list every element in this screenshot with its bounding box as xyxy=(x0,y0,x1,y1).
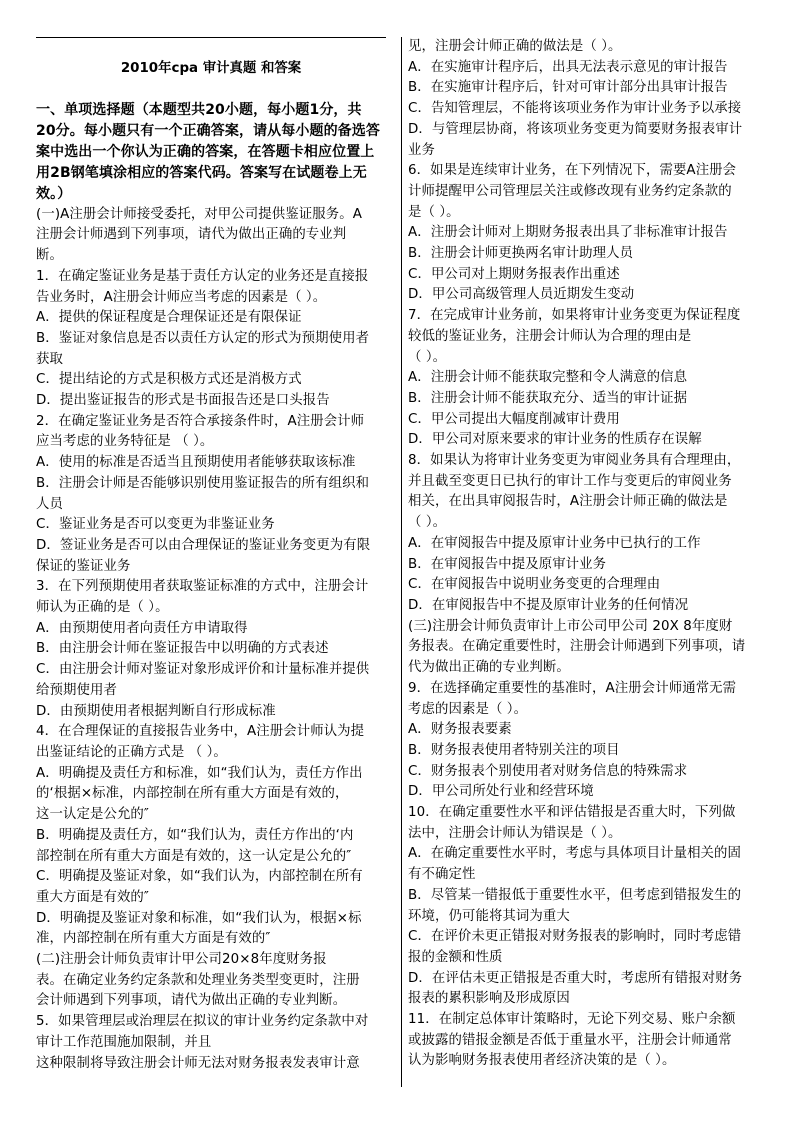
text-line: A．注册会计师不能获取完整和令人满意的信息 xyxy=(408,370,688,386)
text-line: 代为做出正确的专业判断。 xyxy=(408,660,570,676)
text-line: （ ）。 xyxy=(408,349,447,365)
text-line: 案中选出一个你认为正确的答案，在答题卡相应位置上 xyxy=(36,143,375,160)
text-line: D．提出鉴证报告的形式是书面报告还是口头报告 xyxy=(36,393,330,409)
text-line: 20分。每小题只有一个正确答案，请从每小题的备选答 xyxy=(36,122,380,139)
text-line: A．由预期使用者向责任方申请取得 xyxy=(36,620,248,636)
text-line: 的‘根据×标准，内部控制在所有重大方面是有效的， xyxy=(36,786,349,802)
text-line: C．明确提及鉴证对象，如“我们认为，内部控制在所有 xyxy=(36,869,363,885)
text-line: 准，内部控制在所有重大方面是有效的″ xyxy=(36,931,271,947)
text-line: 人员 xyxy=(36,496,63,512)
text-line: 见，注册会计师正确的做法是（ ）。 xyxy=(408,39,622,54)
text-line: 出鉴证结论的正确方式是 （ ）。 xyxy=(36,744,227,760)
column-divider xyxy=(401,37,402,1087)
right-column xyxy=(408,37,760,1072)
text-line: D．明确提及鉴证对象和标准，如“我们认为，根据×标 xyxy=(36,910,362,926)
text-line: D．在评估未更正错报是否重大时，考虑所有错报对财务 xyxy=(408,970,743,986)
text-line: 是（ ）。 xyxy=(408,204,460,220)
text-line: 较低的鉴证业务，注册会计师认为合理的理由是 xyxy=(408,328,692,344)
text-line: B．在实施审计程序后，针对可审计部分出具审计报告 xyxy=(408,80,728,96)
text-line: 9．在选择确定重要性的基准时，A注册会计师通常无需 xyxy=(408,680,737,696)
left-column-text xyxy=(36,100,386,1075)
text-line: C．在审阅报告中说明业务变更的合理理由 xyxy=(408,577,661,593)
text-line: 4．在合理保证的直接报告业务中，A注册会计师认为提 xyxy=(36,724,365,740)
text-line: 审计工作范围施加限制，并且 xyxy=(36,1034,212,1050)
text-line: 5．如果管理层或治理层在拟议的审计业务约定条款中对 xyxy=(36,1014,369,1030)
text-line: B．在审阅报告中提及原审计业务 xyxy=(408,556,607,572)
text-line: 3．在下列预期使用者获取鉴证标准的方式中，注册会计 xyxy=(36,579,369,595)
text-line: D．甲公司高级管理人员近期发生变动 xyxy=(408,287,635,303)
text-line: B．鉴证对象信息是否以责任方认定的形式为预期使用者 xyxy=(36,330,370,346)
text-line: 告业务时，A注册会计师应当考虑的因素是（ ）。 xyxy=(36,289,327,305)
left-column xyxy=(36,37,386,1074)
text-line: 认为影响财务报表使用者经济决策的是（ ）。 xyxy=(408,1053,676,1069)
text-line: D．甲公司对原来要求的审计业务的性质存在误解 xyxy=(408,432,702,448)
text-line: C．告知管理层，不能将该项业务作为审计业务予以承接 xyxy=(408,101,742,117)
text-line: 法中，注册会计师认为错误是（ ）。 xyxy=(408,825,622,841)
text-line: C．鉴证业务是否可以变更为非鉴证业务 xyxy=(36,517,275,533)
text-line: A．在审阅报告中提及原审计业务中已执行的工作 xyxy=(408,535,701,551)
text-line: A．使用的标准是否适当且预期使用者能够获取该标准 xyxy=(36,455,356,471)
text-line: 应当考虑的业务特征是 （ ）。 xyxy=(36,434,214,450)
text-line: 相关，在出具审阅报告时，A注册会计师正确的做法是 xyxy=(408,494,728,510)
text-line: 效。） xyxy=(36,185,72,202)
text-line: D．与管理层协商，将该项业务变更为简要财务报表审计 xyxy=(408,121,743,137)
text-line: 表。在确定业务约定条款和处理业务类型变更时，注册 xyxy=(36,972,360,988)
text-line: 7．在完成审计业务前，如果将审计业务变更为保证程度 xyxy=(408,308,741,324)
text-line: 用2B钢笔填涂相应的答案代码。答案写在试题卷上无 xyxy=(36,164,367,181)
text-line: 环境，仍可能将其词为重大 xyxy=(408,908,570,924)
text-line: D．在审阅报告中不提及原审计业务的任何情况 xyxy=(408,597,689,613)
text-line: 11．在制定总体审计策略时，无论下列交易、账户余额 xyxy=(408,1012,736,1028)
text-line: C．财务报表个别使用者对财务信息的特殊需求 xyxy=(408,763,688,779)
text-line: B．尽管某一错报低于重要性水平，但考虑到错报发生的 xyxy=(408,887,742,903)
text-line: 师认为正确的是（ ）。 xyxy=(36,600,169,616)
text-line: 6．如果是连续审计业务，在下列情况下，需要A注册会 xyxy=(408,163,737,179)
text-line: 一、单项选择题（本题型共20小题，每小题1分，共 xyxy=(36,101,362,118)
text-line: A．在确定重要性水平时，考虑与具体项目计量相关的固 xyxy=(408,846,742,862)
text-line: B．注册会计师不能获取充分、适当的审计证据 xyxy=(408,390,688,406)
text-line: 会计师遇到下列事项，请代为做出正确的专业判断。 xyxy=(36,993,347,1009)
text-line: C．甲公司提出大幅度削减审计费用 xyxy=(408,411,620,427)
text-line: C．甲公司对上期财务报表作出重述 xyxy=(408,266,620,282)
text-line: 重大方面是有效的″ xyxy=(36,889,150,905)
text-line: A．明确提及责任方和标准，如“我们认为，责任方作出 xyxy=(36,765,363,781)
text-line: 业务 xyxy=(408,142,435,158)
text-line: 报的金额和性质 xyxy=(408,949,503,965)
text-line: 这种限制将导致注册会计师无法对财务报表发表审计意 xyxy=(36,1055,360,1071)
text-line: D．签证业务是否可以由合理保证的鉴证业务变更为有限 xyxy=(36,537,371,553)
text-line: （ ）。 xyxy=(408,515,447,531)
text-line: B．由注册会计师在鉴证报告中以明确的方式表述 xyxy=(36,641,329,657)
text-line: 10．在确定重要性水平和评估错报是否重大时，下列做 xyxy=(408,805,736,821)
text-line: A．财务报表要素 xyxy=(408,722,512,738)
text-line: B．注册会计师更换两名审计助理人员 xyxy=(408,246,634,262)
text-line: B．财务报表使用者特别关注的项目 xyxy=(408,742,620,758)
text-line: 断。 xyxy=(36,248,63,264)
text-line: 保证的鉴证业务 xyxy=(36,558,131,574)
text-line: D．由预期使用者根据判断自行形成标准 xyxy=(36,703,276,719)
right-column-text xyxy=(408,37,760,1072)
document-title: 2010年cpa 审计真题 和答案 xyxy=(120,61,302,76)
text-line: 给预期使用者 xyxy=(36,682,117,698)
text-line: (三)注册会计师负责审计上市公司甲公司 20X 8年度财 xyxy=(408,618,733,634)
text-line: D．甲公司所处行业和经营环境 xyxy=(408,784,594,800)
text-line: 考虑的因素是（ ）。 xyxy=(408,701,528,717)
text-line: 有不确定性 xyxy=(408,867,476,883)
text-line: 注册会计师遇到下列事项，请代为做出正确的专业判 xyxy=(36,227,347,243)
text-line: 部控制在所有重大方面是有效的，这一认定是公允的″ xyxy=(36,848,352,864)
text-line: (一)A注册会计师接受委托，对甲公司提供鉴证服务。A xyxy=(36,206,362,222)
text-line: 2．在确定鉴证业务是否符合承接条件时，A注册会计师 xyxy=(36,413,365,429)
text-line: 获取 xyxy=(36,351,63,367)
text-line: B．注册会计师是否能够识别使用鉴证报告的所有组织和 xyxy=(36,475,370,491)
text-line: C．在评价未更正错报对财务报表的影响时，同时考虑错 xyxy=(408,929,742,945)
text-line: 或披露的错报金额是否低于重量水平，注册会计师通常 xyxy=(408,1032,732,1048)
text-line: 并且截至变更日已执行的审计工作与变更后的审阅业务 xyxy=(408,473,732,489)
text-line: C．提出结论的方式是积极方式还是消极方式 xyxy=(36,372,302,388)
text-line: A．提供的保证程度是合理保证还是有限保证 xyxy=(36,310,302,326)
text-line: A．注册会计师对上期财务报表出具了非标准审计报告 xyxy=(408,225,728,241)
text-line: 1．在确定鉴证业务是基于责任方认定的业务还是直接报 xyxy=(36,268,369,284)
text-line: 报表的累积影响及形成原因 xyxy=(408,991,570,1007)
text-line: 这一认定是公允的″ xyxy=(36,807,150,823)
text-line: C．由注册会计师对鉴证对象形成评价和计量标准并提供 xyxy=(36,662,370,678)
text-line: 务报表。在确定重要性时，注册会计师遇到下列事项，请 xyxy=(408,639,746,655)
text-line: 计师提醒甲公司管理层关注或修改现有业务约定条款的 xyxy=(408,183,732,199)
text-line: 8．如果认为将审计业务变更为审阅业务具有合理理由， xyxy=(408,453,741,469)
text-line: B．明确提及责任方，如“我们认为，责任方作出的‘内 xyxy=(36,827,354,843)
text-line: A．在实施审计程序后，出具无法表示意见的审计报告 xyxy=(408,59,728,75)
text-line: (二)注册会计师负责审计甲公司20×8年度财务报 xyxy=(36,952,327,968)
